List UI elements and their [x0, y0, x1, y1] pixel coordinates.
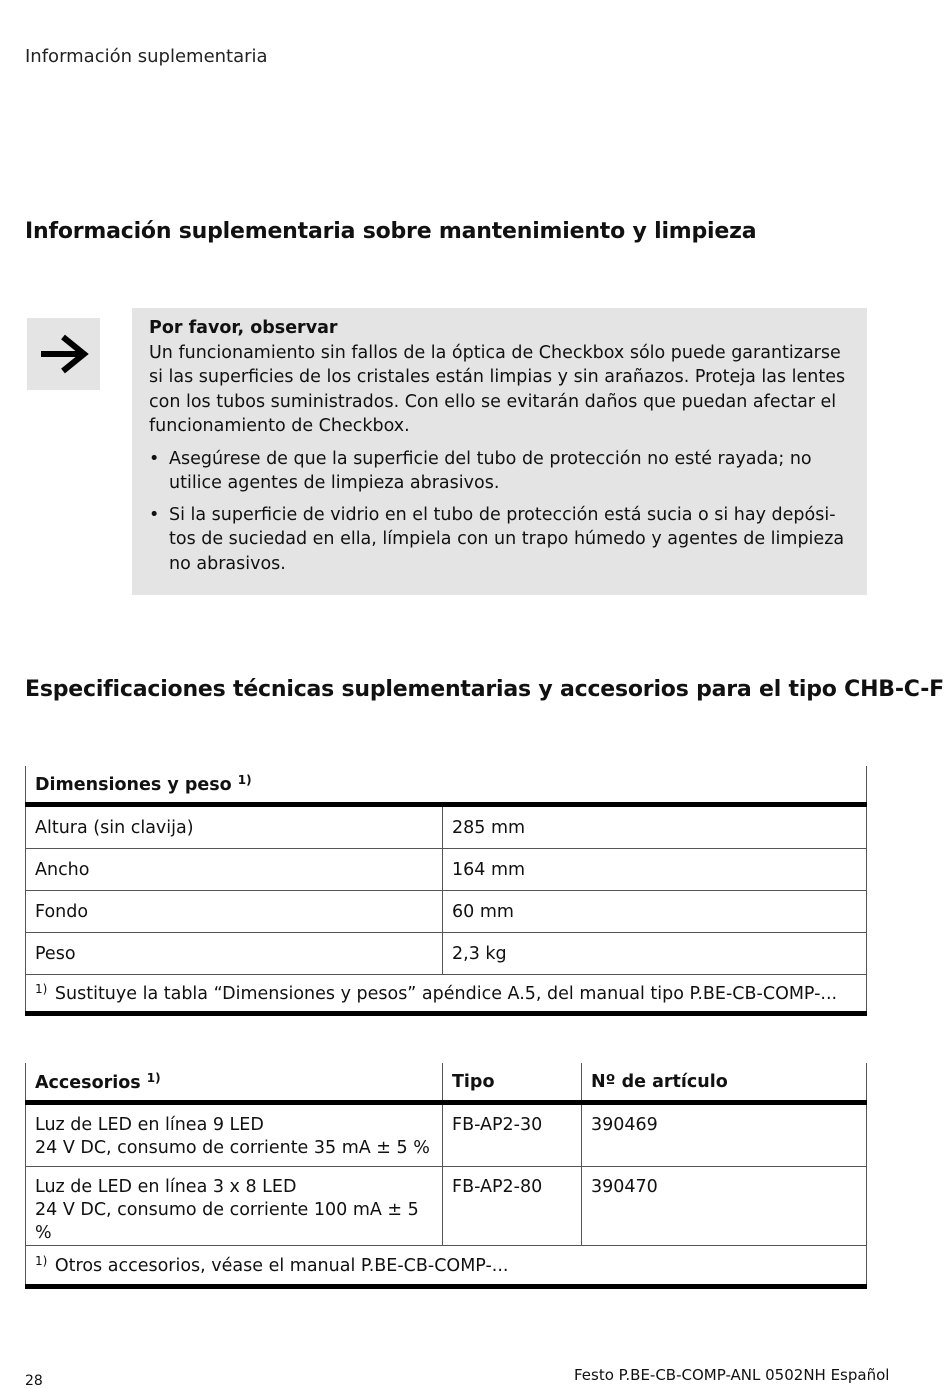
document-id: Festo P.BE-CB-COMP-ANL 0502NH Español [574, 1366, 890, 1384]
article-cell: 390470 [582, 1167, 867, 1246]
notice-title: Por favor, observar [149, 318, 338, 338]
list-item [149, 503, 849, 577]
list-item-text: Si la superficie de vidrio en el tubo de protección está sucia o si hay depósi-tos de suciedad en ella, límpiela con un trapo húmedo y agentes de limpieza no abrasivos. [169, 504, 845, 574]
list-item-text: Asegúrese de que la superficie del tubo de protección no esté rayada; no utilice agentes de limpieza abrasivos. [169, 448, 812, 493]
accessories-header: Accesorios $^{1)}$ [26, 1063, 443, 1103]
article-cell: 390469 [582, 1103, 867, 1167]
row-value: 2,3 kg [443, 933, 867, 975]
row-label: Peso [26, 933, 443, 975]
type-header: Tipo [443, 1063, 582, 1103]
page-number: 28 [25, 1373, 43, 1389]
row-label: Ancho [26, 849, 443, 891]
row-value: 164 mm [443, 849, 867, 891]
maintenance-heading: Información suplementaria sobre mantenimiento y limpieza [25, 219, 757, 244]
accessories-footnote: $^{1)}$ Otros accesorios, véase el manual P.BE-CB-COMP-... [26, 1246, 867, 1287]
footnote-mark: 1) [237, 773, 252, 787]
dimensions-footnote: $^{1)}$ Sustituye la tabla “Dimensiones y pesos” apéndice A.5, del manual tipo P.BE-CB-COMP-... [26, 975, 867, 1014]
row-value: 60 mm [443, 891, 867, 933]
bullet-icon: • [149, 504, 160, 525]
table-footnote-row [26, 975, 867, 1014]
bullet-icon: • [149, 448, 160, 469]
arrow-right-icon [37, 332, 91, 376]
type-cell: FB-AP2-80 [443, 1167, 582, 1246]
list-item [149, 447, 849, 496]
dimensions-table [25, 766, 867, 1016]
type-cell: FB-AP2-30 [443, 1103, 582, 1167]
table-row [26, 933, 867, 975]
table-header-row [26, 1063, 867, 1103]
row-value: 285 mm [443, 805, 867, 849]
table-row [26, 1167, 867, 1246]
notice-text: Un funcionamiento sin fallos de la óptica de Checkbox sólo puede garantizarse si las superficies de los cristales están limpias y sin arañazos. Proteja las lentes con los tubos suministrados. Con ello se evitarán daños que puedan afectar el funcionamiento de Checkbox. [149, 342, 846, 436]
article-header: Nº de artículo [582, 1063, 867, 1103]
specs-heading: Especificaciones técnicas suplementarias y accesorios para el tipo CHB-C-F [25, 677, 944, 702]
table-row [26, 805, 867, 849]
footnote-mark: 1) [146, 1070, 161, 1085]
table-row [26, 891, 867, 933]
accessories-table [25, 1063, 867, 1289]
row-label: Altura (sin clavija) [26, 805, 443, 849]
table-footnote-row [26, 1246, 867, 1287]
table-row [26, 849, 867, 891]
notice-box [132, 308, 867, 595]
dimensions-title: Dimensiones y peso $^{1)}$ [26, 766, 867, 805]
accessory-cell: Luz de LED en línea 3 x 8 LED 24 V DC, consumo de corriente 100 mA ± 5 % [26, 1167, 443, 1246]
arrow-box [27, 318, 100, 390]
notice-bullets [149, 447, 849, 577]
accessory-cell: Luz de LED en línea 9 LED 24 V DC, consumo de corriente 35 mA ± 5 % [26, 1103, 443, 1167]
table-header-row [26, 766, 867, 805]
row-label: Fondo [26, 891, 443, 933]
running-header: Información suplementaria [25, 46, 268, 67]
table-row [26, 1103, 867, 1167]
